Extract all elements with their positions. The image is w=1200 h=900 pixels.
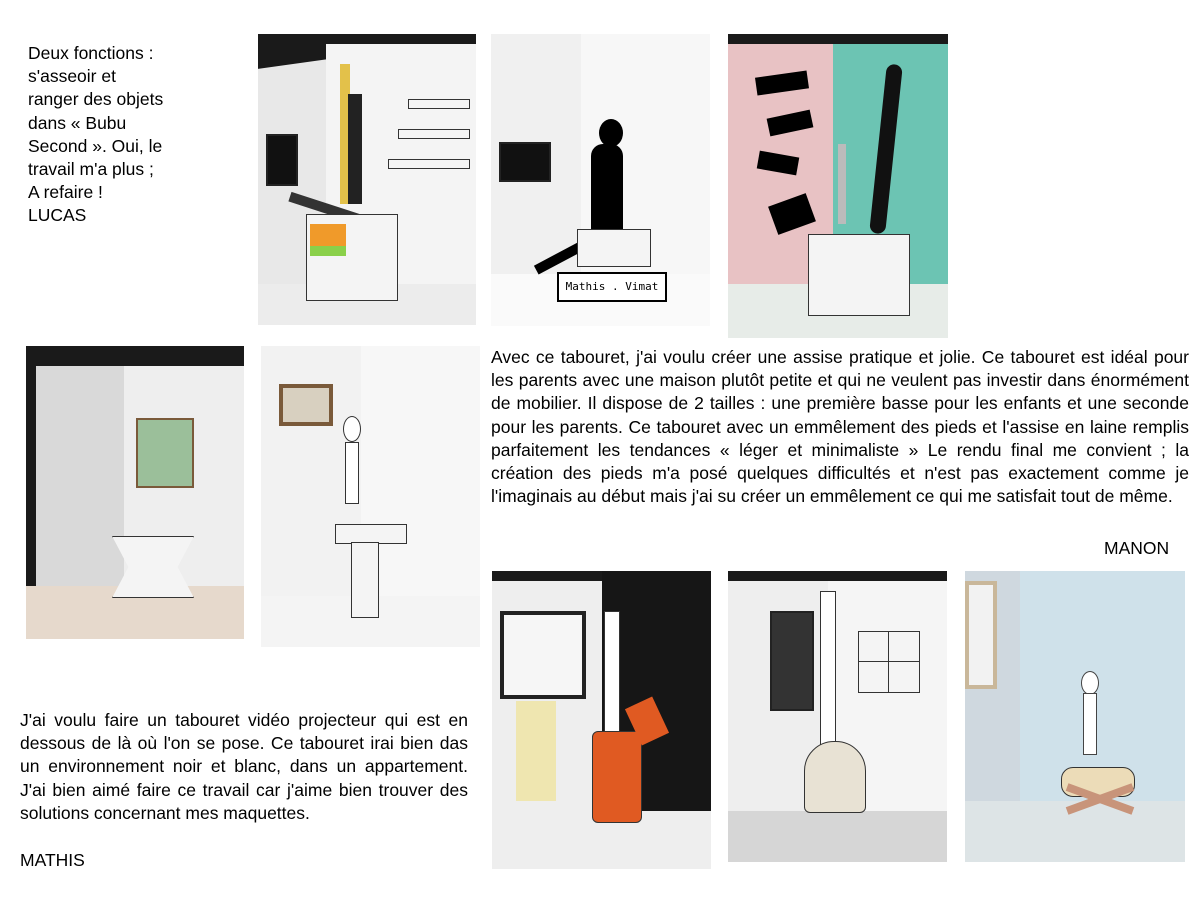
manon-signature: MANON [1104, 538, 1170, 558]
photo-pentagon-stool-room [26, 346, 244, 639]
photo-cushion-stool-room [728, 571, 947, 862]
lucas-signature: LUCAS [28, 205, 87, 226]
photo-lucas-stool-brick-room [258, 34, 476, 325]
lucas-line: Second ». Oui, le [28, 135, 163, 156]
lucas-line: s'asseoir et [28, 66, 116, 87]
lucas-line: A refaire ! [28, 182, 103, 203]
lucas-line: Deux fonctions : [28, 43, 154, 63]
mathis-description: J'ai voulu faire un tabouret vidéo projecteur qui est en dessous de là où l'on se pose. Ce tabouret irai bien das un environnement noir et blanc, dans un appartement. J'ai bien aimé faire ce travail car j'aime bien trouver des solutions concernant mes maquettes. [20, 710, 468, 823]
photo-mathis-silhouette-room [491, 34, 710, 326]
mathis-signature: MATHIS [20, 850, 85, 870]
lucas-description [28, 42, 228, 228]
lucas-line: dans « Bubu [28, 112, 127, 133]
photo-mannequin-brick-room [261, 346, 480, 647]
photo-tangled-leg-stool-room [965, 571, 1185, 862]
manon-description: Avec ce tabouret, j'ai voulu créer une assise pratique et jolie. Ce tabouret est idéal pour les parents avec une maison plutôt petite et qui ne veulent pas investir dans énormément de mobilier. Il dispose de 2 tailles : une première basse pour les enfants et une seconde pour les parents. Ce tabouret avec un emmêlement des pieds et l'assise en laine remplis parfaitement les tendances « léger et minimaliste » Le rendu final me convient ; la création des pieds m'a posé quelques difficultés et n'est pas exactement comme je l'imaginais au début mais j'ai su créer un emmêlement ce qui me satisfait tout de même. [491, 347, 1189, 507]
mathis-name-card: Mathis . Vimat [557, 272, 667, 302]
photo-orange-drum-room [492, 571, 711, 869]
lucas-line: travail m'a plus ; [28, 159, 154, 180]
lucas-line: ranger des objets [28, 89, 164, 110]
photo-teal-pink-room [728, 34, 948, 338]
